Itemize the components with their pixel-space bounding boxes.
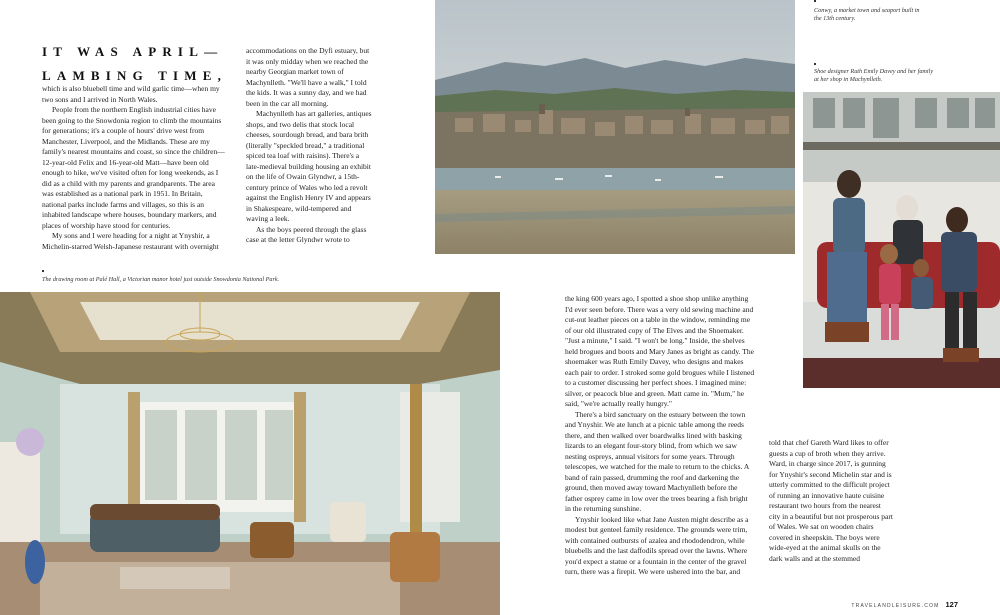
caption-pale-hall: The drawing room at Palé Hall, a Victorian manor hotel just outside Snowdonia National Park. — [42, 276, 280, 283]
paragraph: Machynlleth has art galleries, antiques shops, and two delis that stock local cheeses, sourdough bread, and bara brith (literally "speckled bread," a traditional spiced tea loaf with raisins). There's a late-medieval building housing an exhibit on the life of Owain Glyndwr, a 15th-century prince of Wales who led a revolt against the English Henry IV and appears in Shakespeare, wild-tempered and waving a leek. — [246, 109, 372, 223]
paragraph: People from the northern English industrial cities have been going to the Snowdonia region to climb the mountains for generations; it's a couple of hours' drive west from Manchester, Liverpool, and the Midlands. These are my family's nearest mountains and coast, so since the children—12-year-old Felix and 16-year-old Matt—have been old enough to hike, we've visited often for long weekends, as I did as a child with my parents and grandparents. The area was established as a national park in 1951. In Britain, national parks include farms and villages, so this is an inhabited landscape where houses, boundary markers, and places of worship have stood for centuries. — [42, 105, 225, 230]
caption-bullet — [814, 63, 816, 65]
caption-shoe-designer: Shoe designer Ruth Emily Davey and her family at her shop in Machynlleth. — [814, 68, 934, 84]
body-column-4 — [769, 438, 893, 564]
website-url: TRAVELANDLEISURE.COM — [851, 603, 940, 609]
shoe-shop-photo — [803, 92, 1000, 388]
paragraph: There's a bird sanctuary on the estuary between the town and Ynyshir. We ate lunch at a picnic table among the reeds there, and then walked over boardwalks lined with basking lizards to an elegant four-story blind, from which we saw nesting ospreys, annual visitors for some years. Through telescopes, we watched for the male to return to the chicks. A band of rain passed, drumming the roof and darkening the ground, then moved away toward Machynlleth before the father osprey came in low over the trees bearing a fish bright in the returning sunshine. — [565, 409, 749, 513]
body-column-1 — [42, 84, 228, 252]
paragraph: the king 600 years ago, I spotted a shoe shop unlike anything I'd ever seen before. There was a very old sewing machine and cut-out leather pieces on a table in the window, reminding me of our old illustrated copy of The Elves and the Shoemaker. "Just a minute," I said. "I won't be long." Inside, the shelves held brogues and boots and Mary Janes as bright as candy. The shoemaker was Ruth Emily Davey, who designs and makes each pair to order. I stroked some gold brogues while I listened to a customer discussing her perfect shoes. I imagined mine: silver, or peacock blue and green. Matt came in. "Mum," he said, "we're actually really hungry." — [565, 294, 755, 408]
caption-bullet — [42, 270, 44, 272]
body-column-3 — [565, 294, 755, 578]
heading-line-2: LAMBING TIME, — [42, 68, 228, 83]
caption-bullet — [814, 0, 816, 2]
page-number: 127 — [945, 600, 958, 609]
pale-hall-drawing-room-photo — [0, 292, 500, 615]
article-heading — [42, 40, 232, 88]
paragraph: which is also bluebell time and wild garlic time—when my two sons and I arrived in North Wales. — [42, 84, 220, 104]
caption-conwy: Conwy, a market town and seaport built in the 13th century. — [814, 7, 920, 23]
paragraph: told that chef Gareth Ward likes to offer guests a cup of broth when they arrive. Ward, in charge since 2017, is gunning for Ynyshir's second Michelin star and is utterly committed to the difficult project of running an innovative haute cuisine restaurant two hours from the nearest city in a beautiful but not prosperous part of Wales. We sat on wooden chairs covered in sheepskin. The boys were wide-eyed at the animal skulls on the dark walls and at the stemmed — [769, 438, 893, 563]
paragraph: My sons and I were heading for a night at Ynyshir, a Michelin-starred Welsh-Japanese restaurant with overnight — [42, 231, 219, 251]
heading-line-1: IT WAS APRIL— — [42, 44, 224, 59]
paragraph: Ynyshir looked like what Jane Austen might describe as a modest but genteel family residence. The grounds were trim, with contained outbursts of azalea and rhododendron, while bluebells and the last daffodils spread over the lawns. Where you'd expect a statue or a fountain in the center of the gravel turn, there was a firepit. We were ushered into the bar, and — [565, 514, 749, 576]
paragraph: As the boys peered through the glass case at the letter Glyndwr wrote to — [246, 224, 367, 244]
conwy-photo — [435, 0, 795, 254]
page-footer — [851, 600, 958, 609]
body-column-2 — [246, 46, 372, 246]
paragraph: accommodations on the Dyfi estuary, but it was only midday when we reached the nearby Georgian market town of Machynlleth. "We'll have a walk," I told the kids. It was a sunny day, and we had been in the car all morning. — [246, 46, 370, 108]
